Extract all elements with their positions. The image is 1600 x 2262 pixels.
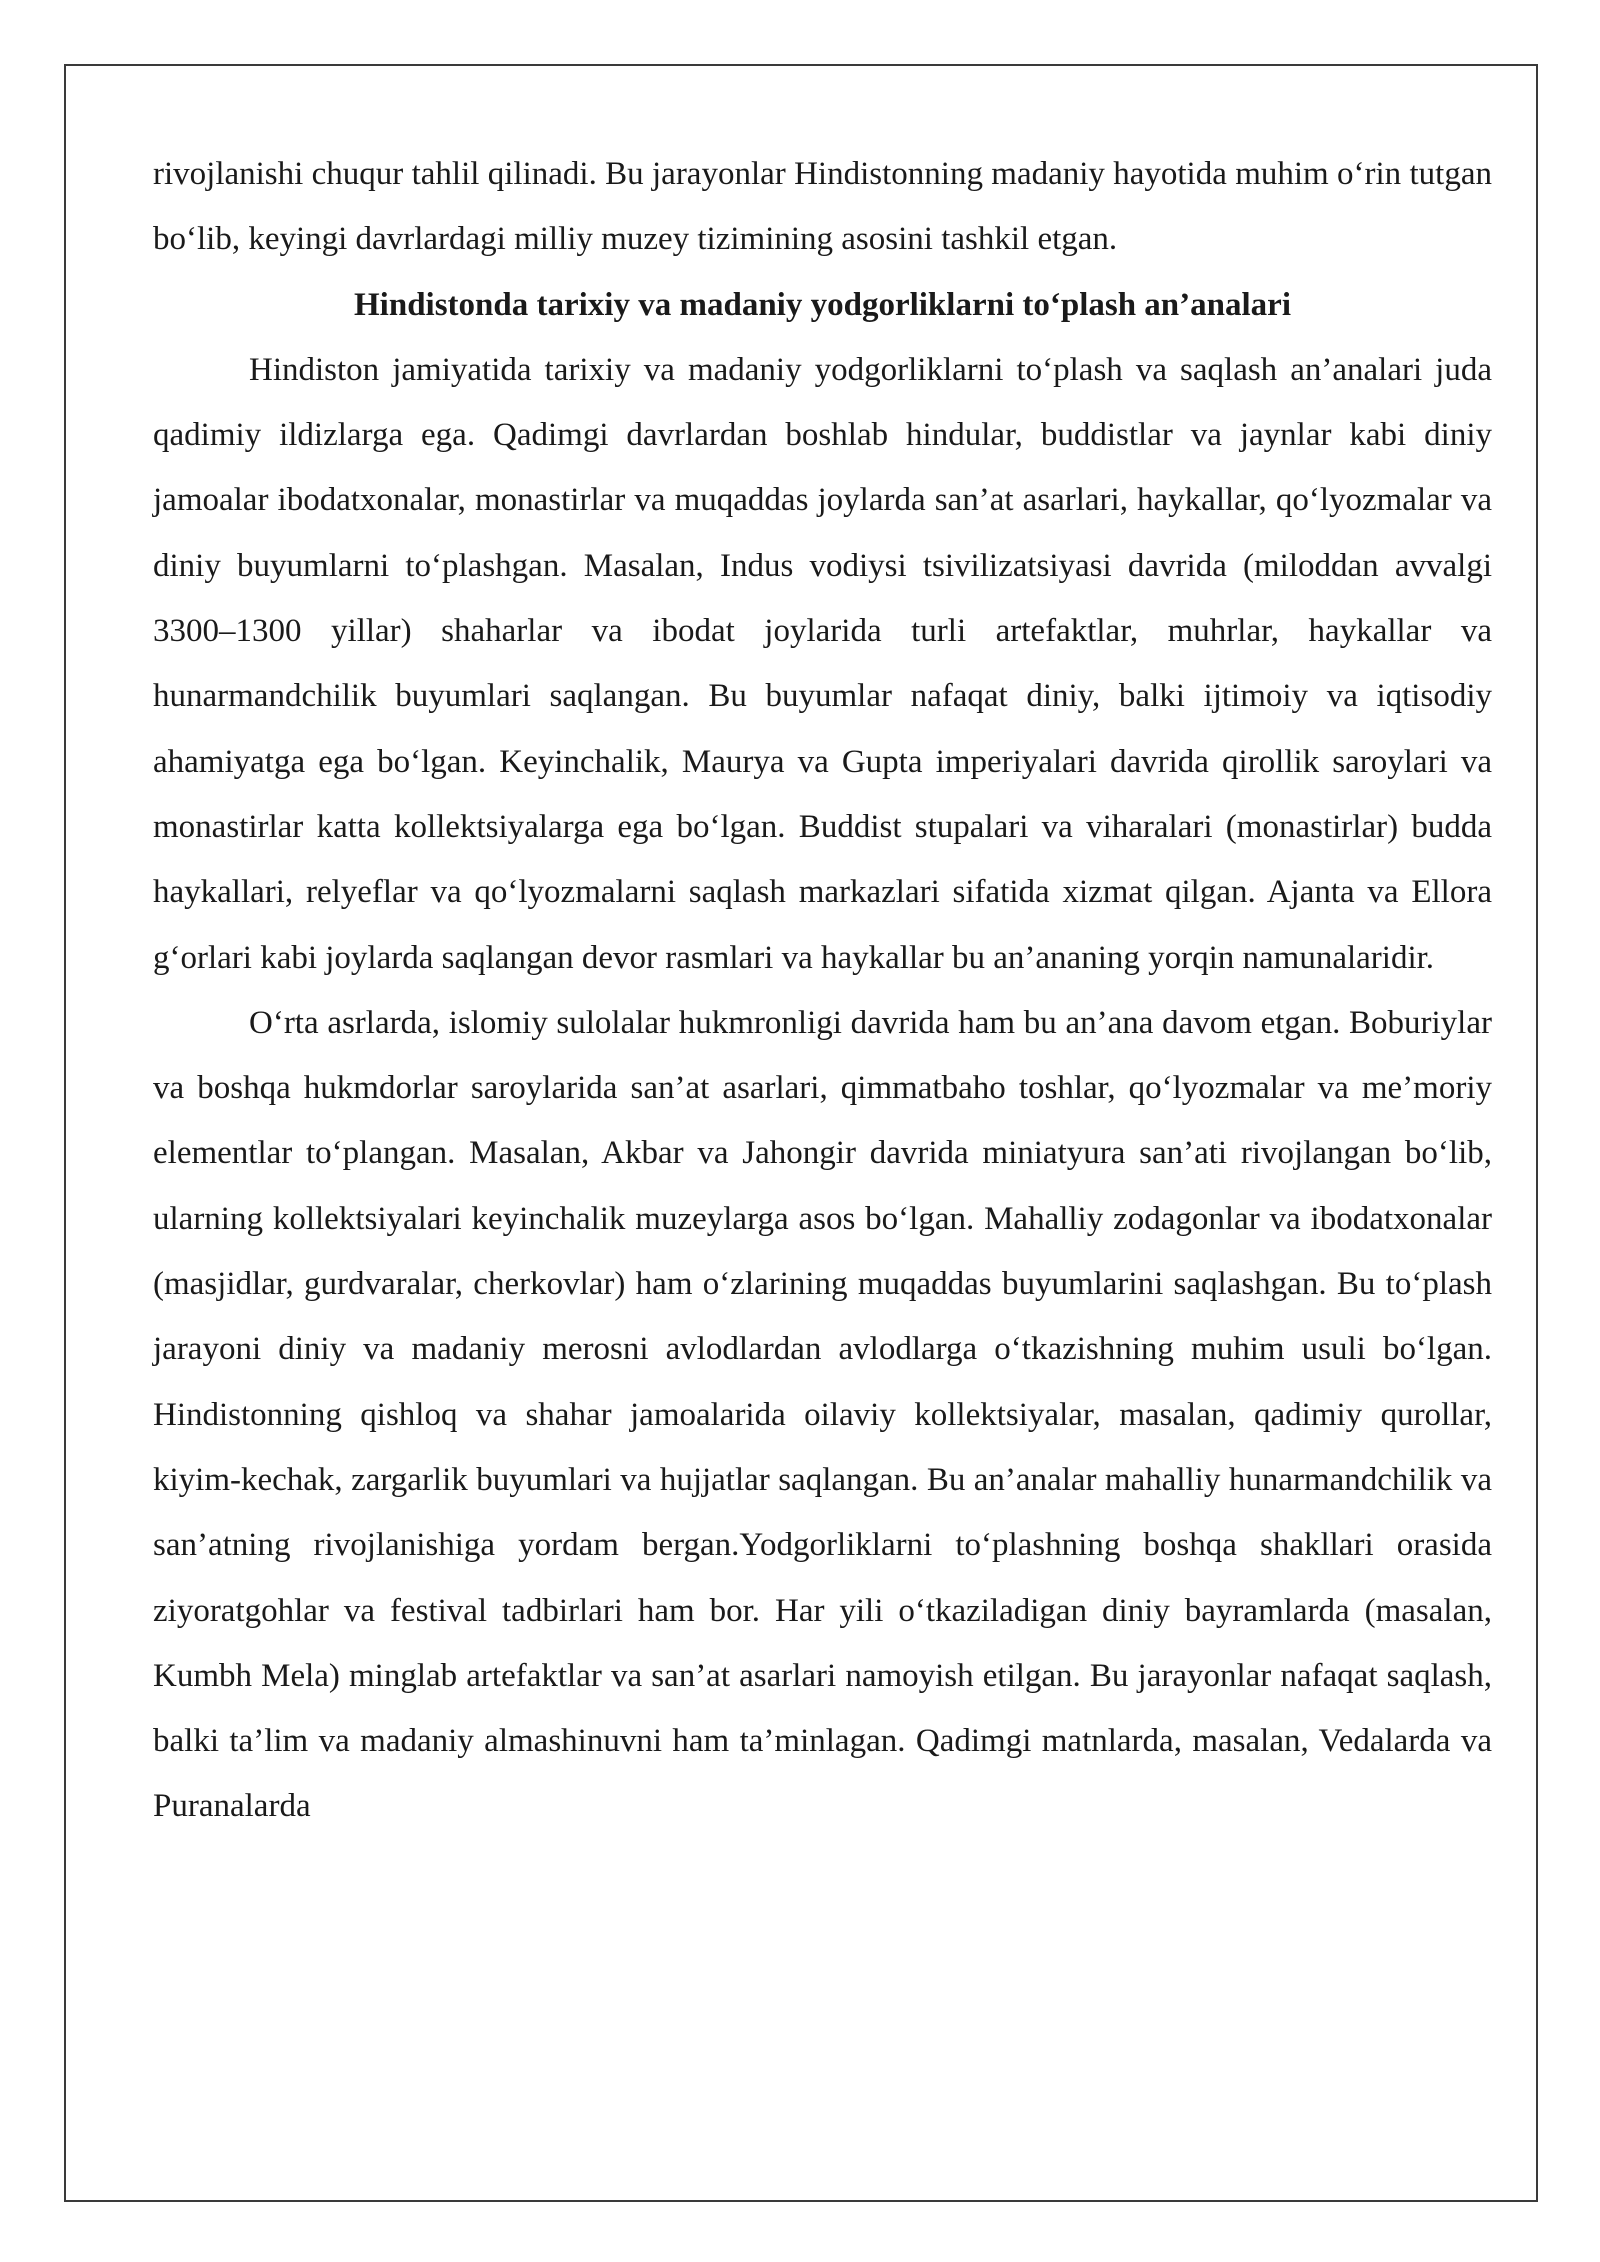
paragraph-1: Hindiston jamiyatida tarixiy va madaniy yodgorliklarni to‘plash va saqlash an’analari juda qadimiy ildizlarga ega. Qadimgi davrlardan boshlab hindular, buddistlar va jaynlar kabi diniy jamoalar ibodatxonalar, monastirlar va muqaddas joylarda san’at asarlari, haykallar, qo‘lyozmalar va diniy buyumlarni to‘plashgan. Masalan, Indus vodiysi tsivilizatsiyasi davrida (miloddan avvalgi 3300–1300 yillar) shaharlar va ibodat joylarida turli artefaktlar, muhrlar, haykallar va hunarmandchilik buyumlari saqlangan. Bu buyumlar nafaqat diniy, balki ijtimoiy va iqtisodiy ahamiyatga ega bo‘lgan. Keyinchalik, Maurya va Gupta imperiyalari davrida qirollik saroylari va monastirlar katta kollektsiyalarga ega bo‘lgan. Buddist stupalari va viharalari (monastirlar) budda haykallari, relyeflar va qo‘lyozmalarni saqlash markazlari sifatida xizmat qilgan. Ajanta va Ellora g‘orlari kabi joylarda saqlangan devor rasmlari va haykallar bu an’ananing yorqin namunalaridir.	[153, 351, 1492, 976]
document-body	[153, 142, 1492, 1840]
paragraph-continuation: rivojlanishi chuqur tahlil qilinadi. Bu jarayonlar Hindistonning madaniy hayotida muhim o‘rin tutgan bo‘lib, keyingi davrlardagi milliy muzey tizimining asosini tashkil etgan.	[153, 156, 1492, 258]
section-heading: Hindistonda tarixiy va madaniy yodgorliklarni to‘plash an’analari	[354, 286, 1291, 323]
paragraph-2: O‘rta asrlarda, islomiy sulolalar hukmronligi davrida ham bu an’ana davom etgan. Boburiylar va boshqa hukmdorlar saroylarida san’at asarlari, qimmatbaho toshlar, qo‘lyozmalar va me’moriy elementlar to‘plangan. Masalan, Akbar va Jahongir davrida miniatyura san’ati rivojlangan bo‘lib, ularning kollektsiyalari keyinchalik muzeylarga asos bo‘lgan. Mahalliy zodagonlar va ibodatxonalar (masjidlar, gurdvaralar, cherkovlar) ham o‘zlarining muqaddas buyumlarini saqlashgan. Bu to‘plash jarayoni diniy va madaniy merosni avlodlardan avlodlarga o‘tkazishning muhim usuli bo‘lgan. Hindistonning qishloq va shahar jamoalarida oilaviy kollektsiyalar, masalan, qadimiy qurollar, kiyim-kechak, zargarlik buyumlari va hujjatlar saqlangan. Bu an’analar mahalliy hunarmandchilik va san’atning rivojlanishiga yordam bergan.Yodgorliklarni to‘plashning boshqa shakllari orasida ziyoratgohlar va festival tadbirlari ham bor. Har yili o‘tkaziladigan diniy bayramlarda (masalan, Kumbh Mela) minglab artefaktlar va san’at asarlari namoyish etilgan. Bu jarayonlar nafaqat saqlash, balki ta’lim va madaniy almashinuvni ham ta’minlagan. Qadimgi matnlarda, masalan, Vedalarda va Puranalarda	[153, 1004, 1492, 1825]
